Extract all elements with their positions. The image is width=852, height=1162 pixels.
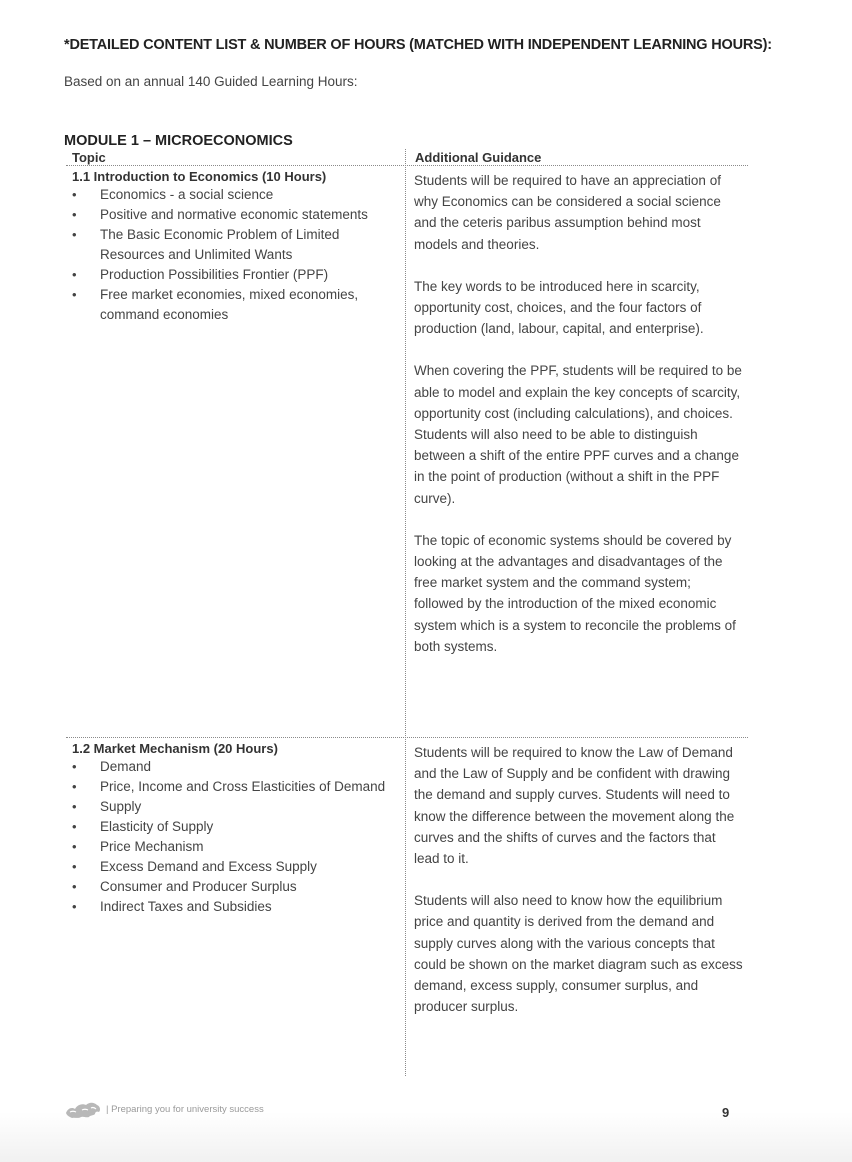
guidance-paragraph: The key words to be introduced here in scarcity, opportunity cost, choices, and the four factors of production (land, labour, capital, and enterprise).: [414, 278, 704, 337]
list-item: • Excess Demand and Excess Supply: [72, 857, 402, 877]
header-guidance: Additional Guidance: [415, 150, 542, 165]
header-topic: Topic: [72, 150, 106, 165]
topic-cell: [72, 740, 402, 917]
guidance-paragraph: The topic of economic systems should be covered by looking at the advantages and disadvantages of the free market system and the command system; followed by the introduction of the mixed economic system which is a system to reconcile the problems of both systems.: [414, 532, 736, 654]
guidance-paragraph: Students will be required to have an appreciation of why Economics can be considered a social science and the ceteris paribus assumption behind most models and theories.: [414, 173, 721, 252]
guidance-paragraph: Students will be required to know the Law of Demand and the Law of Supply and be confident with drawing the demand and supply curves. Students will need to know the difference between the movement along the curves and the shifts of curves and the factors that lead to it.: [414, 745, 735, 867]
guidance-paragraph: Students will also need to know how the equilibrium price and quantity is derived from the demand and supply curves along with the various concepts that could be shown on the market diagram such as excess demand, excess supply, consumer surplus, and producer surplus.: [414, 893, 743, 1015]
footer-tagline: | Preparing you for university success: [106, 1104, 264, 1115]
content-table: [66, 149, 748, 1078]
topic-list: [72, 757, 402, 917]
list-item: • Demand: [72, 757, 402, 777]
list-item: • Consumer and Producer Surplus: [72, 877, 402, 897]
list-item: • The Basic Economic Problem of Limited Resources and Unlimited Wants: [72, 225, 402, 265]
topic-cell: [72, 168, 402, 325]
topic-title: 1.1 Introduction to Economics (10 Hours): [72, 169, 327, 184]
module-title: MODULE 1 – MICROECONOMICS: [64, 133, 293, 149]
list-item: • Free market economies, mixed economies, command economies: [72, 285, 402, 325]
intro-text: Based on an annual 140 Guided Learning Hours:: [64, 74, 358, 89]
page-heading: *DETAILED CONTENT LIST & NUMBER OF HOURS (MATCHED WITH INDEPENDENT LEARNING HOURS):: [64, 37, 772, 53]
table-header-row: [66, 149, 748, 166]
page-number: 9: [722, 1105, 730, 1120]
list-item: • Production Possibilities Frontier (PPF): [72, 265, 402, 285]
table-row: [66, 166, 748, 738]
list-item: • Supply: [72, 797, 402, 817]
list-item: • Positive and normative economic statements: [72, 205, 402, 225]
guidance-cell: [414, 170, 744, 678]
list-item: • Indirect Taxes and Subsidies: [72, 897, 402, 917]
topic-list: [72, 185, 402, 325]
list-item: • Economics - a social science: [72, 185, 402, 205]
list-item: • Price Mechanism: [72, 837, 402, 857]
list-item: • Elasticity of Supply: [72, 817, 402, 837]
lion-logo-icon: [64, 1098, 102, 1125]
list-item: • Price, Income and Cross Elasticities of Demand: [72, 777, 402, 797]
table-row: [66, 738, 748, 1078]
topic-title: 1.2 Market Mechanism (20 Hours): [72, 741, 278, 756]
guidance-cell: [414, 742, 744, 1038]
guidance-paragraph: When covering the PPF, students will be required to be able to model and explain the key concepts of scarcity, opportunity cost (including calculations), and choices. Students will also need to be able to distinguish between a shift of the entire PPF curves and a change in the point of production (without a shift in the PPF curve).: [414, 363, 742, 506]
